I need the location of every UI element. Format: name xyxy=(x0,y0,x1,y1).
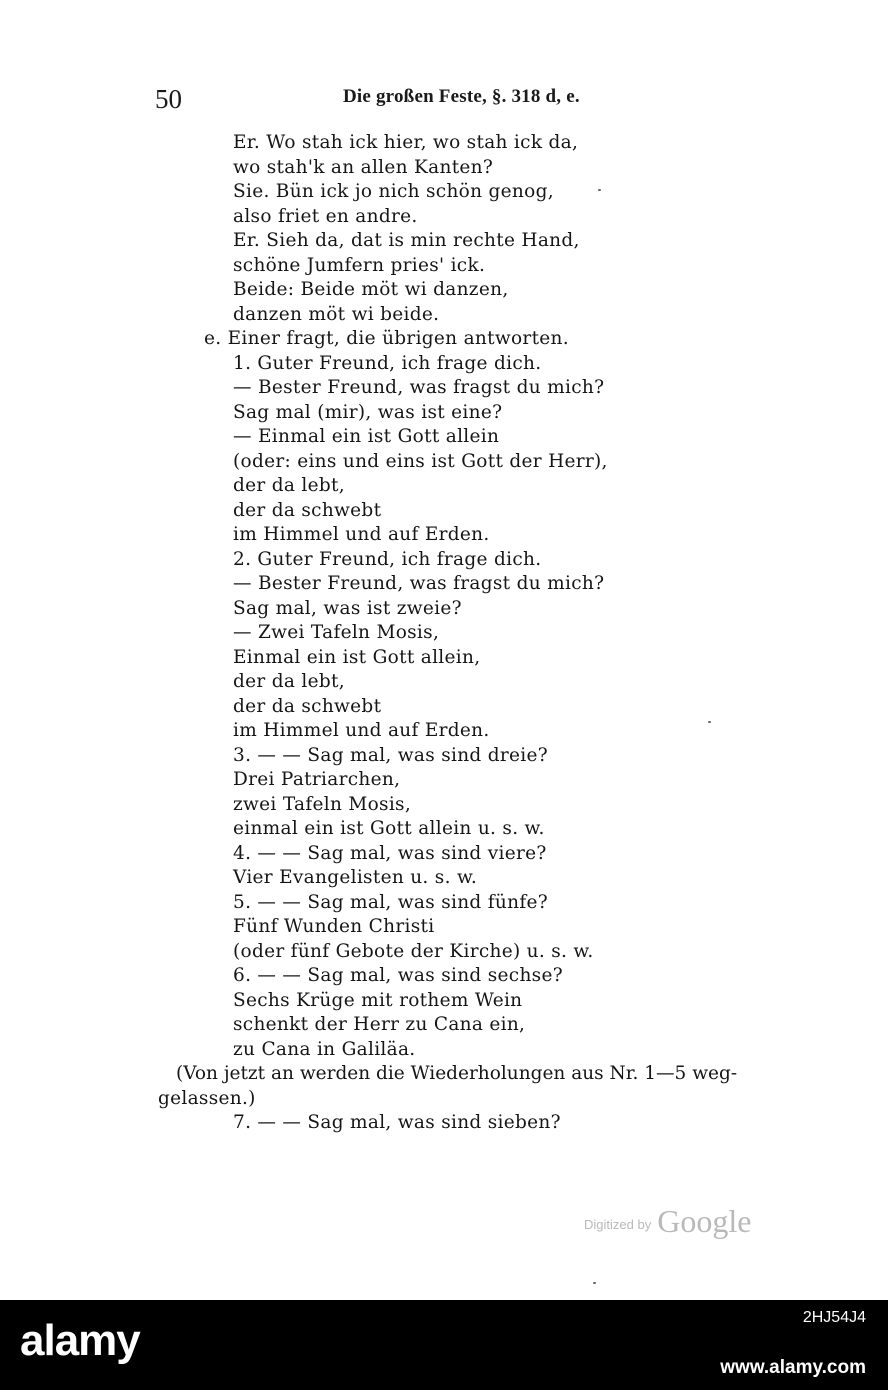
text-line: einmal ein ist Gott allein u. s. w. xyxy=(233,818,545,839)
text-line: 3. — — Sag mal, was sind dreie? xyxy=(233,744,548,766)
text-line: Drei Patriarchen, xyxy=(233,769,401,790)
text-line: im Himmel und auf Erden. xyxy=(233,524,490,545)
site-url: www.alamy.com xyxy=(720,1357,866,1378)
text-line: Sag mal, was ist zweie? xyxy=(233,597,462,619)
text-line: Fünf Wunden Christi xyxy=(233,916,435,937)
text-line: 4. — — Sag mal, was sind viere? xyxy=(233,842,547,864)
scan-speck xyxy=(598,189,601,191)
text-line: Er. Wo stah ick hier, wo stah ick da, xyxy=(233,132,579,153)
text-line: der da lebt, xyxy=(233,671,345,692)
text-line: der da schwebt xyxy=(233,499,382,521)
text-line: danzen möt wi beide. xyxy=(233,303,440,325)
alamy-logo: alamy xyxy=(20,1316,140,1365)
scan-speck xyxy=(708,721,711,723)
text-line: also friet en andre. xyxy=(233,205,418,227)
text-line: im Himmel und auf Erden. xyxy=(233,720,490,741)
text-line: zwei Tafeln Mosis, xyxy=(233,793,412,815)
text-line: (Von jetzt an werden die Wiederholungen aus Nr. 1—5 weg- xyxy=(176,1063,738,1084)
text-line: — Bester Freund, was fragst du mich? xyxy=(233,573,605,594)
text-line: — Zwei Tafeln Mosis, xyxy=(233,622,440,643)
text-line: 7. — — Sag mal, was sind sieben? xyxy=(233,1112,561,1133)
running-title: Die großen Feste, §. 318 d, e. xyxy=(343,86,580,107)
text-line: Vier Evangelisten u. s. w. xyxy=(233,867,478,888)
text-line: der da schwebt xyxy=(233,695,382,717)
text-line: Er. Sieh da, dat is min rechte Hand, xyxy=(233,230,580,251)
text-line: schöne Jumfern pries' ick. xyxy=(233,254,486,276)
image-id: 2HJ54J4 xyxy=(802,1309,866,1326)
text-line: wo stah'k an allen Kanten? xyxy=(233,156,494,178)
text-line: 2. Guter Freund, ich frage dich. xyxy=(233,548,542,570)
google-logo-text: Google xyxy=(657,1203,752,1239)
scan-speck xyxy=(593,1282,596,1284)
watermark-small-text: Digitized by xyxy=(584,1217,652,1232)
text-line: schenkt der Herr zu Cana ein, xyxy=(233,1014,526,1035)
text-line: (oder: eins und eins ist Gott der Herr), xyxy=(233,450,608,472)
text-line: 6. — — Sag mal, was sind sechse? xyxy=(233,965,563,986)
section-heading: e. Einer fragt, die übrigen antworten. xyxy=(204,328,569,349)
text-line: 5. — — Sag mal, was sind fünfe? xyxy=(233,891,548,913)
digitized-by-google-watermark xyxy=(584,1203,751,1240)
text-line: 1. Guter Freund, ich frage dich. xyxy=(233,352,542,374)
text-line: Sie. Bün ick jo nich schön genog, xyxy=(233,181,554,202)
text-line: Einmal ein ist Gott allein, xyxy=(233,646,481,668)
text-line: Sechs Krüge mit rothem Wein xyxy=(233,989,523,1011)
text-line: Sag mal (mir), was ist eine? xyxy=(233,401,503,423)
text-line: (oder fünf Gebote der Kirche) u. s. w. xyxy=(233,940,594,962)
page-number: 50 xyxy=(155,84,182,114)
text-line: zu Cana in Galiläa. xyxy=(233,1038,416,1060)
text-line: — Einmal ein ist Gott allein xyxy=(233,426,500,447)
text-line: der da lebt, xyxy=(233,475,345,496)
text-line: gelassen.) xyxy=(158,1087,256,1109)
text-line: — Bester Freund, was fragst du mich? xyxy=(233,377,605,398)
text-line: Beide: Beide möt wi danzen, xyxy=(233,279,509,300)
